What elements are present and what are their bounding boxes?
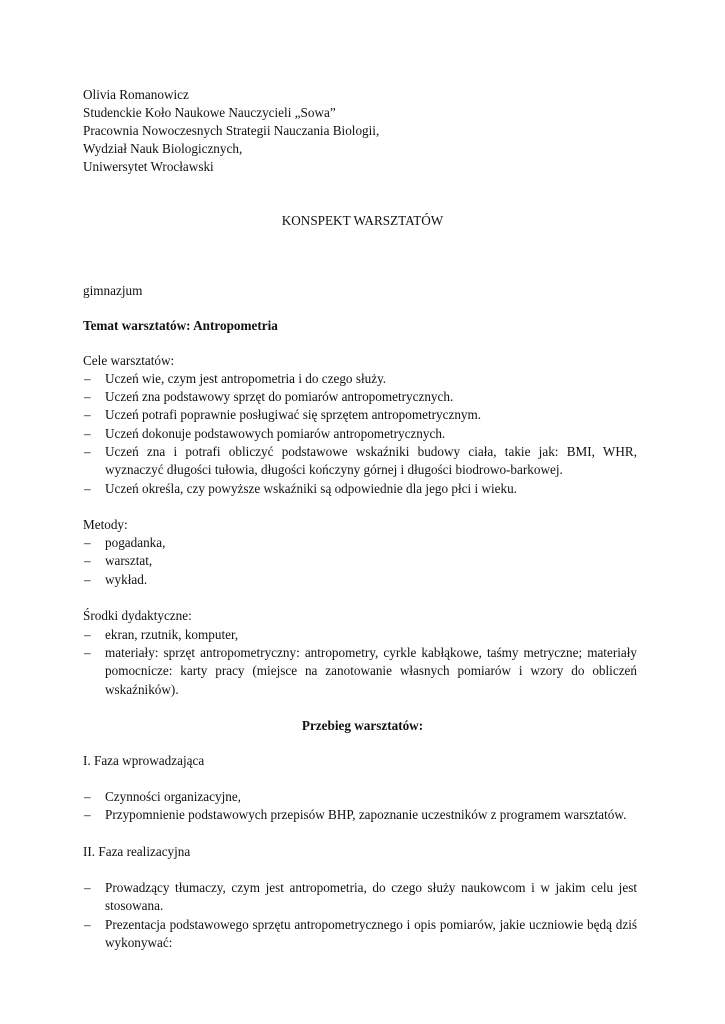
affiliation-line: Studenckie Koło Naukowe Nauczycieli „Sowa” [83,105,336,120]
list-item: Uczeń potrafi poprawnie posługiwać się sprzętem antropometrycznym. [105,407,482,422]
list-item: Przypomnienie podstawowych przepisów BHP, zapoznanie uczestników z programem warsztatów. [105,807,627,822]
list-bullet: – [84,407,91,422]
goals-heading: Cele warsztatów: [83,353,175,368]
list-item: warsztat, [105,553,153,568]
list-item: materiały: sprzęt antropometryczny: antropometry, cyrkle kabłąkowe, taśmy metryczne; materiały pomocnicze: karty pracy (miejsce na zanotowanie własnych pomiarów i wzory do obliczeń wskaźników). [105,645,637,697]
author-name: Olivia Romanowicz [83,87,189,102]
workshop-topic: Temat warsztatów: Antropometria [83,318,278,333]
list-item: Uczeń określa, czy powyższe wskaźniki są odpowiednie dla jego płci i wieku. [105,481,517,496]
list-bullet: – [84,807,91,822]
list-bullet: – [84,553,91,568]
affiliation-line: Uniwersytet Wrocławski [83,159,214,174]
list-bullet: – [84,389,91,404]
list-bullet: – [84,645,91,660]
document-title: KONSPEKT WARSZTATÓW [281,213,444,228]
phase-heading: I. Faza wprowadzająca [83,753,205,768]
phase-heading: II. Faza realizacyjna [83,844,191,859]
resources-heading: Środki dydaktyczne: [83,608,192,623]
list-item: Uczeń dokonuje podstawowych pomiarów antropometrycznych. [105,426,446,441]
affiliation-line: Pracownia Nowoczesnych Strategii Nauczania Biologii, [83,123,380,138]
list-bullet: – [84,371,91,386]
list-bullet: – [84,535,91,550]
list-bullet: – [84,880,91,895]
list-bullet: – [84,481,91,496]
list-item: Czynności organizacyjne, [105,789,241,804]
list-item: Prezentacja podstawowego sprzętu antropometrycznego i opis pomiarów, jakie uczniowie będą dziś wykonywać: [105,917,637,951]
list-bullet: – [84,917,91,932]
list-bullet: – [84,572,91,587]
list-bullet: – [84,789,91,804]
list-item: Uczeń zna podstawowy sprzęt do pomiarów antropometrycznych. [105,389,454,404]
school-level: gimnazjum [83,283,143,298]
list-item: Uczeń zna i potrafi obliczyć podstawowe wskaźniki budowy ciała, takie jak: BMI, WHR, wyznaczyć długości tułowia, długości kończyny górnej i długości biodrowo-barkowej. [105,444,637,478]
list-bullet: – [84,426,91,441]
list-item: Uczeń wie, czym jest antropometria i do czego służy. [105,371,387,386]
list-bullet: – [84,444,91,459]
methods-heading: Metody: [83,517,128,532]
course-heading: Przebieg warsztatów: [301,718,424,733]
list-bullet: – [84,627,91,642]
list-item: pogadanka, [105,535,166,550]
list-item: Prowadzący tłumaczy, czym jest antropometria, do czego służy naukowcom i w jakim celu jest stosowana. [105,880,637,914]
list-item: wykład. [105,572,148,587]
affiliation-line: Wydział Nauk Biologicznych, [83,141,243,156]
list-item: ekran, rzutnik, komputer, [105,627,239,642]
